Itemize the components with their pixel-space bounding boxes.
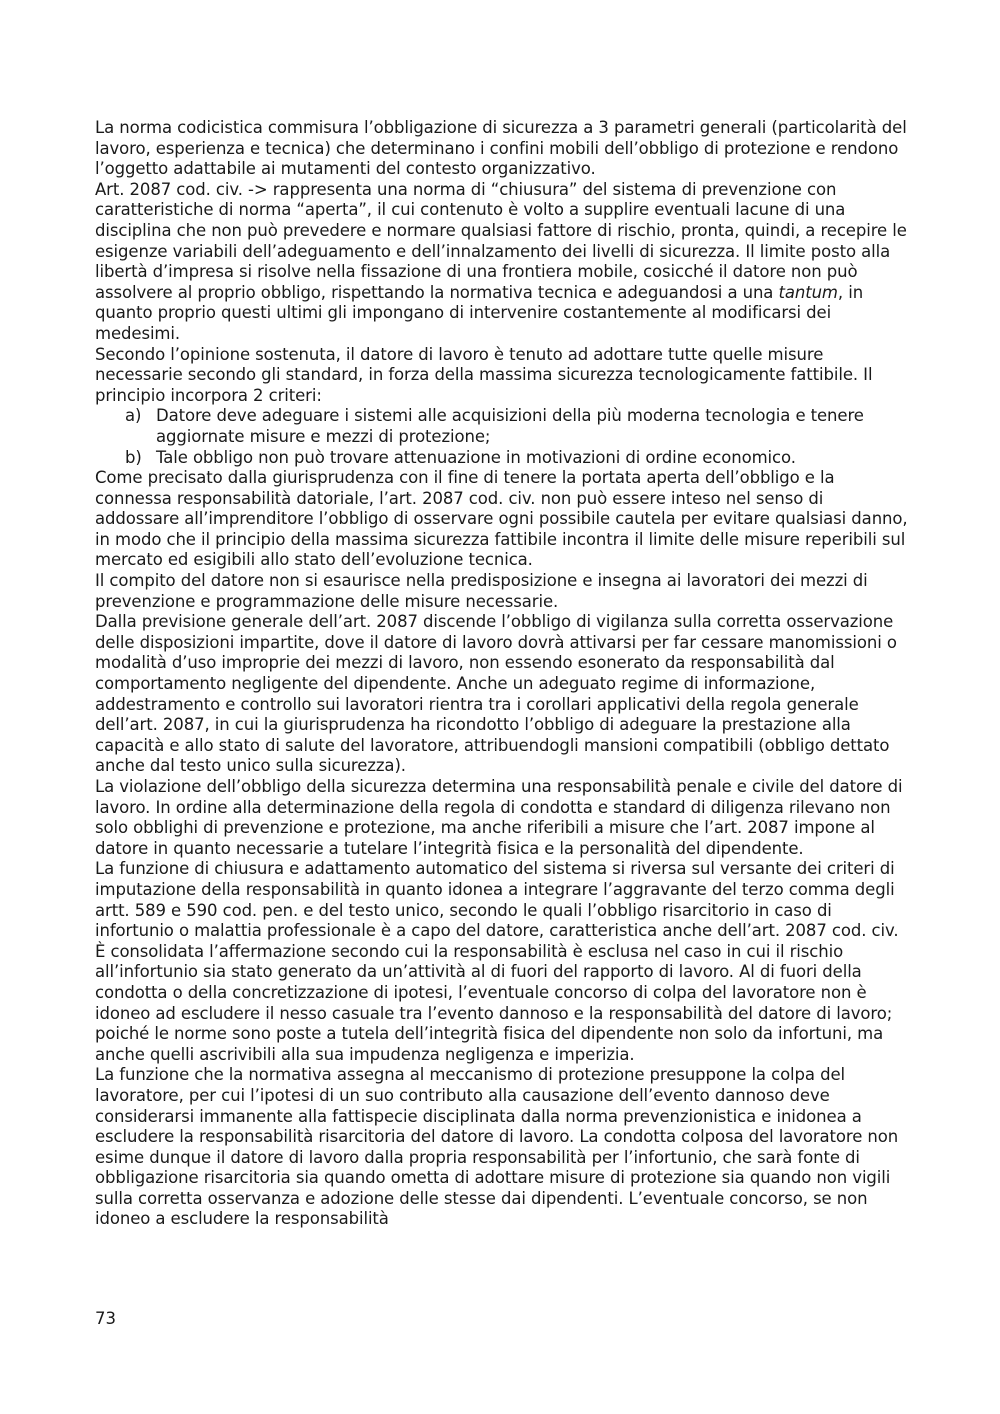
list-item [95,406,910,447]
list-marker: a) [125,406,142,426]
paragraph-2 [95,180,910,345]
criteria-list [95,406,910,468]
paragraph-8: La funzione di chiusura e adattamento automatico del sistema si riversa sul versante dei criteri di imputazione della responsabilità in quanto idonea a integrare l’aggravante del terzo comma degli artt. 589 e 590 cod. pen. e del testo unico, secondo le quali l’obbligo risarcitorio in caso di infortunio o malattia professionale è a capo del datore, caratteristica anche dell’art. 2087 cod. civ. È consolidata l’affermazione secondo cui la responsabilità è esclusa nel caso in cui il rischio all’infortunio sia stato generato da un’attività al di fuori del rapporto di lavoro. Al di fuori della condotta o della concretizzazione di ipotesi, l’eventuale concorso di colpa del lavoratore non è idoneo ad escludere il nesso casuale tra l’evento dannoso e la responsabilità del datore di lavoro; poiché le norme sono poste a tutela dell’integrità fisica del dipendente non solo da infortuni, ma anche quelli ascrivibili alla sua impudenza negligenza e imperizia. [95,859,899,1064]
paragraph-1: La norma codicistica commisura l’obbligazione di sicurezza a 3 parametri generali (particolarità del lavoro, esperienza e tecnica) che determinano i confini mobili dell’obbligo di protezione e rendono l’oggetto adattabile ai mutamenti del contesto organizzativo. [95,118,907,179]
list-item [95,448,910,469]
paragraph-2-italic: tantum [778,282,838,302]
paragraph-7: La violazione dell’obbligo della sicurezza determina una responsabilità penale e civile del datore di lavoro. In ordine alla determinazione della regola di condotta e standard di diligenza rilevano non solo obblighi di prevenzione e protezione, ma anche riferibili a misure che l’art. 2087 impone al datore in quanto necessarie a tutelare l’integrità fisica e la personalità del dipendente. [95,777,903,858]
list-marker: b) [125,447,142,467]
paragraph-9: La funzione che la normativa assegna al meccanismo di protezione presuppone la colpa del lavoratore, per cui l’ipotesi di un suo contributo alla causazione dell’evento dannoso deve considerarsi immanente alla fattispecie disciplinata dalla norma prevenzionistica e inidonea a escludere la responsabilità risarcitoria del datore di lavoro. La condotta colposa del lavoratore non esime dunque il datore di lavoro dalla propria responsabilità per l’infortunio, che sarà fonte di obbligazione risarcitoria sia quando ometta di adottare misure di protezione sia quando non vigili sulla corretta osservanza e adozione delle stesse dai dipendenti. L’eventuale concorso, se non idoneo a escludere la responsabilità [95,1065,899,1229]
paragraph-4: Come precisato dalla giurisprudenza con il fine di tenere la portata aperta dell’obbligo e la connessa responsabilità datoriale, l’art. 2087 cod. civ. non può essere inteso nel senso di addossare all’imprenditore l’obbligo di osservare ogni possibile cautela per evitare qualsiasi danno, in modo che il principio della massima sicurezza fattibile incontra il limite delle misure reperibili sul mercato ed esigibili allo stato dell’evoluzione tecnica. [95,468,908,570]
paragraph-5: Il compito del datore non si esaurisce nella predisposizione e insegna ai lavoratori dei mezzi di prevenzione e programmazione delle misure necessarie. [95,571,868,611]
paragraph-6: Dalla previsione generale dell’art. 2087 discende l’obbligo di vigilanza sulla corretta osservazione delle disposizioni impartite, dove il datore di lavoro dovrà attivarsi per far cessare manomissioni o modalità d’uso improprie dei mezzi di lavoro, non essendo esonerato da responsabilità dal comportamento negligente del dipendente. Anche un adeguato regime di informazione, addestramento e controllo sui lavoratori rientra tra i corollari applicativi della regola generale dell’art. 2087, in cui la giurisprudenza ha ricondotto l’obbligo di adeguare la prestazione alla capacità e allo stato di salute del lavoratore, attribuendogli mansioni compatibili (obbligo dettato anche dal testo unico sulla sicurezza). [95,612,897,776]
list-item-text: Tale obbligo non può trovare attenuazione in motivazioni di ordine economico. [156,447,796,467]
paragraph-2-text-b: , in quanto proprio questi ultimi gli impongano di intervenire costantemente al modificarsi dei medesimi. [95,282,864,343]
paragraph-2-text-a: Art. 2087 cod. civ. -> rappresenta una norma di “chiusura” del sistema di prevenzione con caratteristiche di norma “aperta”, il cui contenuto è volto a supplire eventuali lacune di una disciplina che non può prevedere e normare qualsiasi fattore di rischio, pronta, quindi, a recepire le esigenze variabili dell’adeguamento e dell’innalzamento dei livelli di sicurezza. Il limite posto alla libertà d’impresa si risolve nella fissazione di una frontiera mobile, cosicché il datore non può assolvere al proprio obbligo, rispettando la normativa tecnica e adeguandosi a una [95,179,907,302]
document-body [95,118,910,1230]
page-number: 73 [95,1309,116,1328]
list-item-text: Datore deve adeguare i sistemi alle acquisizioni della più moderna tecnologia e tenere aggiornate misure e mezzi di protezione; [156,406,864,446]
paragraph-3: Secondo l’opinione sostenuta, il datore di lavoro è tenuto ad adottare tutte quelle misure necessarie secondo gli standard, in forza della massima sicurezza tecnologicamente fattibile. Il principio incorpora 2 criteri: [95,344,873,405]
